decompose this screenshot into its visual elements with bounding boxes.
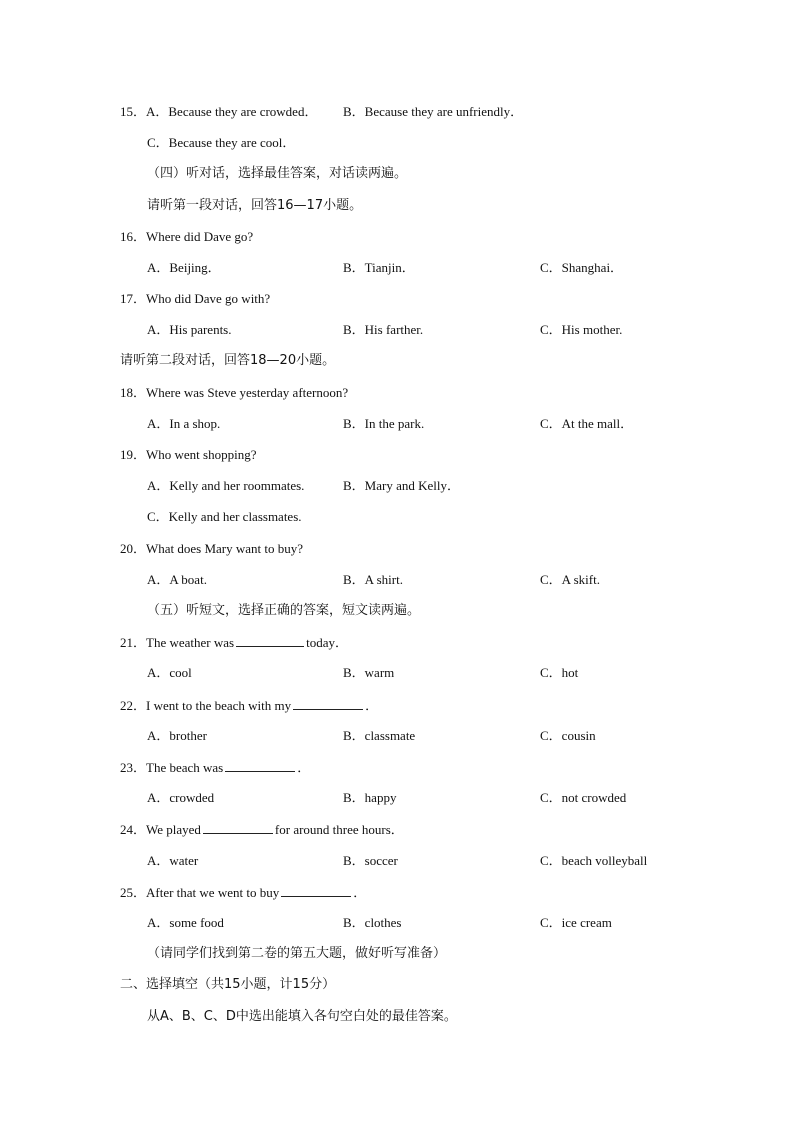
- q20-option-b: B．A shirt.: [343, 572, 403, 587]
- q22-option-c: C．cousin: [540, 728, 596, 743]
- q19-stem: 19．Who went shopping?: [120, 447, 257, 462]
- q16-stem: 16．Where did Dave go?: [120, 229, 254, 244]
- q21-stem: [120, 634, 348, 651]
- q17-stem: 17．Who did Dave go with?: [120, 291, 271, 306]
- q18-option-c: C．At the mall．: [540, 416, 634, 431]
- q17-option-c: C．His mother.: [540, 322, 623, 337]
- q16-option-a: A．Beijing．: [147, 260, 221, 275]
- q18-option-a: A．In a shop.: [147, 416, 221, 431]
- q21-option-b: B．warm: [343, 665, 395, 680]
- dialogue-1-instruction: 请听第一段对话，回答16—17小题。: [147, 198, 363, 213]
- dictation-note: （请同学们找到第二卷的第五大题，做好听写准备）: [147, 946, 447, 961]
- q21-option-c: C．hot: [540, 665, 579, 680]
- q23-option-b: B．happy: [343, 790, 397, 805]
- section-5-title: （五）听短文，选择正确的答案，短文读两遍。: [147, 603, 421, 618]
- part-2-title: 二、选择填空（共15小题，计15分）: [120, 977, 336, 992]
- q21-stem-pre: 21．The weather was: [120, 635, 235, 650]
- q25-stem-pre: 25．After that we went to buy: [120, 885, 280, 900]
- q22-stem-pre: 22．I went to the beach with my: [120, 698, 292, 713]
- q23-stem: [120, 759, 310, 776]
- q19-option-c: C．Kelly and her classmates.: [147, 509, 302, 524]
- q15-option-b: B．Because they are unfriendly．: [343, 104, 524, 119]
- section-4-title: （四）听对话，选择最佳答案，对话读两遍。: [147, 166, 408, 181]
- q18-stem: 18．Where was Steve yesterday afternoon?: [120, 385, 349, 400]
- q24-stem: [120, 821, 404, 838]
- q19-option-b: B．Mary and Kelly．: [343, 478, 460, 493]
- q24-stem-pre: 24．We played: [120, 822, 201, 837]
- q18-option-b: B．In the park.: [343, 416, 425, 431]
- q22-stem: [120, 697, 378, 714]
- dialogue-2-instruction: 请听第二段对话，回答18—20小题。: [120, 353, 336, 368]
- q16-option-c: C．Shanghai．: [540, 260, 624, 275]
- part-2-instruction: 从A、B、C、D中选出能填入各句空白处的最佳答案。: [147, 1009, 457, 1024]
- q24-option-c: C．beach volleyball: [540, 853, 648, 868]
- q25-stem-post: ．: [353, 885, 367, 900]
- q22-stem-post: ．: [365, 698, 379, 713]
- q24-option-b: B．soccer: [343, 853, 398, 868]
- q25-option-c: C．ice cream: [540, 915, 612, 930]
- q16-option-b: B．Tianjin．: [343, 260, 415, 275]
- q24-blank: [203, 821, 273, 834]
- q23-blank: [225, 759, 295, 772]
- q24-option-a: A．water: [147, 853, 199, 868]
- q21-option-a: A．cool: [147, 665, 192, 680]
- q15-option-a: 15．A．Because they are crowded．: [120, 104, 318, 119]
- q22-option-a: A．brother: [147, 728, 207, 743]
- q17-option-a: A．His parents.: [147, 322, 232, 337]
- q23-stem-pre: 23．The beach was: [120, 760, 224, 775]
- q25-option-a: A．some food: [147, 915, 224, 930]
- q23-stem-post: ．: [297, 760, 311, 775]
- q25-stem: [120, 884, 366, 901]
- q21-blank: [236, 634, 304, 647]
- q23-option-a: A．crowded: [147, 790, 215, 805]
- q22-option-b: B．classmate: [343, 728, 416, 743]
- q21-stem-post: today．: [306, 635, 348, 650]
- q15-option-c: C．Because they are cool．: [147, 135, 296, 150]
- q24-stem-post: for around three hours．: [274, 822, 404, 837]
- q23-option-c: C．not crowded: [540, 790, 627, 805]
- q19-option-a: A．Kelly and her roommates.: [147, 478, 305, 493]
- q22-blank: [293, 697, 363, 710]
- q25-blank: [281, 884, 351, 897]
- q17-option-b: B．His farther.: [343, 322, 424, 337]
- q25-option-b: B．clothes: [343, 915, 402, 930]
- q20-option-a: A．A boat.: [147, 572, 207, 587]
- q20-option-c: C．A skift.: [540, 572, 600, 587]
- q20-stem: 20．What does Mary want to buy?: [120, 541, 304, 556]
